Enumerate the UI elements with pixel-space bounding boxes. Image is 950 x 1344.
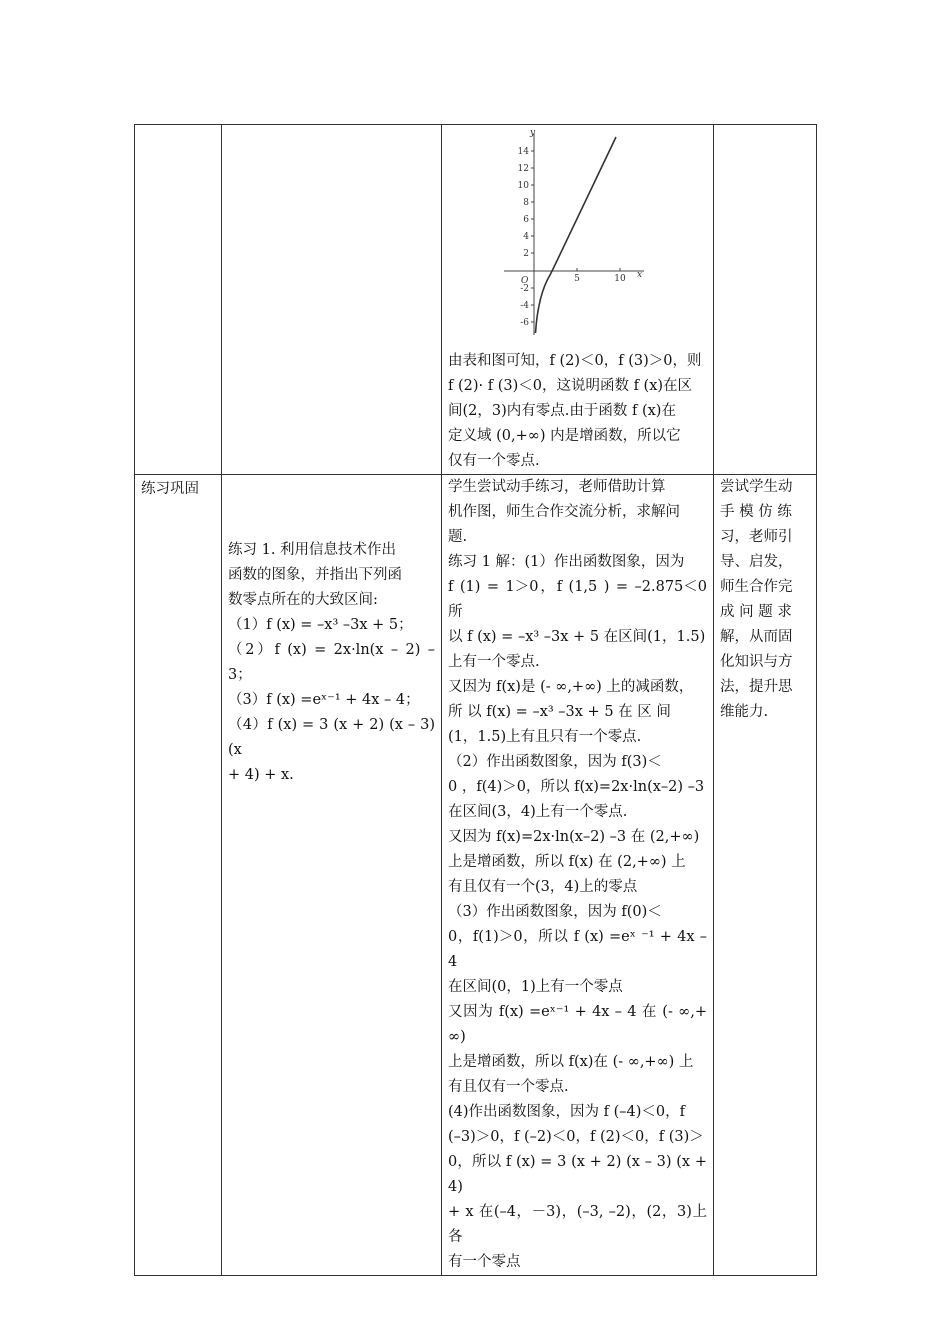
intent-line: 师生合作完 [720, 579, 793, 595]
exercise-line: （3）f (x) =eˣ⁻¹ + 4x – 4； [228, 692, 420, 708]
solution-line: （3）作出函数图象，因为 f(0)＜ [448, 904, 662, 920]
solution-line: 所 以 f(x) = –x³ –3x + 5 在 区 间 [448, 704, 671, 720]
intent-line: 手 模 仿 练 [720, 504, 792, 520]
exercise-line: （1）f (x) = –x³ –3x + 5； [228, 617, 413, 633]
intent-line: 习，老师引 [720, 529, 793, 545]
conclusion-line: f (2)· f (3)＜0，这说明函数 f (x)在区 [448, 378, 693, 394]
y-tick-label: 2 [523, 249, 529, 259]
intent-line: 成 问 题 求 [720, 604, 792, 620]
solution-line: 0 ，f(4)＞0，所以 f(x)=2x·ln(x–2) –3 [448, 779, 705, 795]
solution-line: 0，f(1)＞0，所以 f (x) =eˣ ⁻¹ + 4x – 4 [448, 929, 707, 970]
solution-line: + x 在(–4，－3)，(–3, –2)，(2，3)上各 [448, 1204, 707, 1245]
solution-line: 又因为 f(x)是 (- ∞,+∞) 上的减函数， [448, 679, 694, 695]
exercise-line: 函数的图象，并指出下列函 [228, 567, 402, 583]
solution-line: 以 f (x) = –x³ –3x + 5 在区间(1，1.5) [448, 629, 706, 645]
solution-line: 上是增函数，所以 f(x)在 (- ∞,+∞) 上 [448, 1054, 694, 1070]
solution-line: 上有一个零点. [448, 654, 540, 670]
solution-line: 有且仅有一个(3，4)上的零点 [448, 879, 638, 895]
conclusion-line: 仅有一个零点. [448, 453, 540, 469]
x-tick-label: 10 [614, 274, 626, 284]
x-tick-label: 5 [574, 274, 580, 284]
intent-line: 法，提升思 [720, 679, 793, 695]
solution-line: f (1) = 1＞0，f (1,5 ) = –2.875＜0 所 [448, 579, 707, 620]
solution-line: 题. [448, 529, 468, 545]
function-curve [536, 137, 617, 333]
exercise-line: （4）f (x) = 3 (x + 2) (x – 3) (x [228, 717, 435, 758]
y-tick-label: 12 [517, 164, 529, 174]
intent-cell [714, 475, 817, 1276]
conclusion-line: 由表和图可知，f (2)＜0，f (3)＞0，则 [448, 353, 702, 369]
solution-line: 在区间(0，1)上有一个零点 [448, 979, 623, 995]
y-tick-label: 6 [523, 215, 529, 225]
intent-line: 导、启发， [720, 554, 793, 570]
exercise-line: 练习 1. 利用信息技术作出 [228, 542, 397, 558]
intent-line: 解，从而固 [720, 629, 793, 645]
y-axis-label: y [530, 128, 536, 138]
stage-label: 练习巩固 [141, 481, 199, 497]
stage-cell-empty [135, 125, 222, 475]
exercise-line: 数零点所在的大致区间: [228, 592, 378, 608]
table-row [135, 475, 817, 1276]
y-tick-label: 14 [517, 147, 529, 157]
solution-line: 学生尝试动手练习，老师借助计算 [448, 479, 666, 495]
function-graph [494, 125, 664, 337]
x-axis-label: x [637, 270, 643, 280]
y-tick-label: -2 [520, 284, 529, 294]
intent-cell-empty [714, 125, 817, 475]
table-row [135, 125, 817, 475]
exercise-block [228, 538, 435, 788]
exercise-cell [222, 475, 442, 1276]
y-tick-label: -4 [520, 301, 529, 311]
solution-line: 练习 1 解：(1）作出函数图象，因为 [448, 554, 685, 570]
origin-label: O [521, 276, 529, 286]
solution-line: 有一个零点 [448, 1254, 521, 1270]
y-tick-label: 8 [523, 198, 529, 208]
solution-line: 上是增函数，所以 f(x) 在 (2,+∞) 上 [448, 854, 686, 870]
intent-line: 尝试学生动 [720, 479, 793, 495]
solution-line: 机作图，师生合作交流分析，求解问 [448, 504, 680, 520]
solution-line: 有且仅有一个零点. [448, 1079, 569, 1095]
process-cell [442, 125, 714, 475]
exercise-line: （2）f (x) = 2x·ln(x – 2) – 3； [228, 642, 435, 683]
solution-line: 在区间(3，4)上有一个零点. [448, 804, 628, 820]
y-tick-label: -6 [520, 318, 529, 328]
solution-line: (–3)＞0，f (–2)＜0，f (2)＜0，f (3)＞ [448, 1129, 704, 1145]
content-cell-empty [222, 125, 442, 475]
stage-cell [135, 475, 222, 1276]
solution-line: (1，1.5)上有且只有一个零点. [448, 729, 642, 745]
solution-line: （2）作出函数图象，因为 f(3)＜ [448, 754, 662, 770]
solution-line: 又因为 f(x) =eˣ⁻¹ + 4x – 4 在 (- ∞,+∞) [448, 1004, 707, 1045]
intent-line: 维能力. [720, 704, 769, 720]
lesson-table [134, 124, 817, 1276]
exercise-line: + 4) + x. [228, 767, 294, 783]
y-tick-label: 10 [517, 181, 529, 191]
conclusion-line: 定义域 (0,+∞) 内是增函数，所以它 [448, 428, 681, 444]
solution-cell [442, 475, 714, 1276]
y-tick-label: 4 [523, 232, 529, 242]
conclusion-line: 间(2，3)内有零点.由于函数 f (x)在 [448, 403, 676, 419]
solution-line: (4)作出函数图象，因为 f (–4)＜0，f [448, 1104, 686, 1120]
solution-line: 0，所以 f (x) = 3 (x + 2) (x – 3) (x + 4) [448, 1154, 707, 1195]
intent-line: 化知识与方 [720, 654, 793, 670]
solution-line: 又因为 f(x)=2x·ln(x–2) –3 在 (2,+∞) [448, 829, 700, 845]
